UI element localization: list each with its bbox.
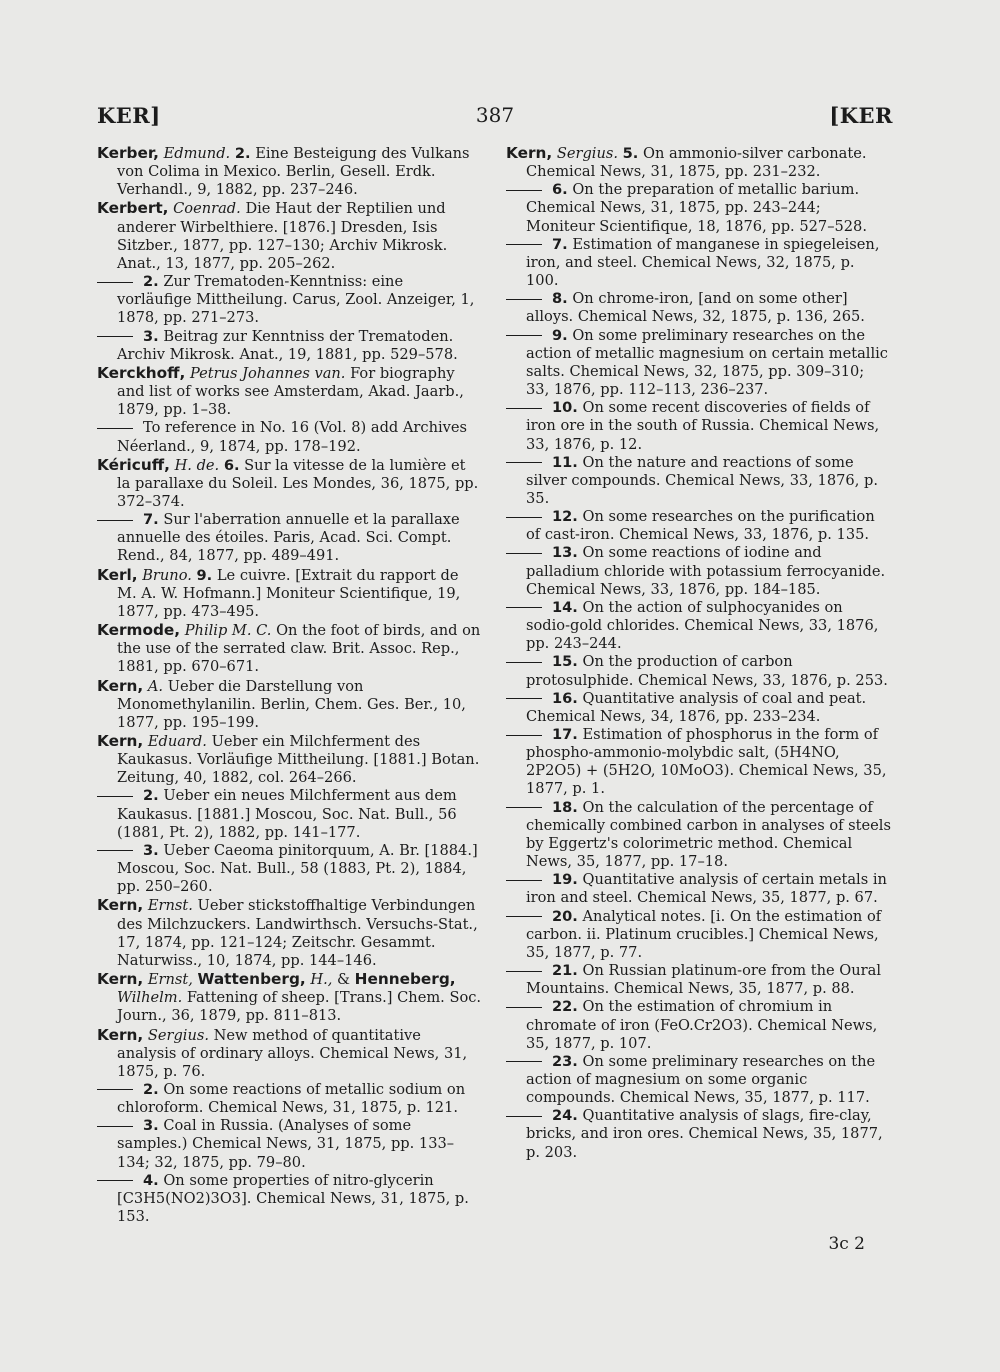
entry-number: 24.: [552, 1107, 578, 1125]
ditto-dash: [506, 1116, 542, 1117]
entry-text: On Russian platinum-ore from the Oural Mountains. Chemical News, 35, 1877, p. 88.: [526, 962, 882, 998]
entry-number: 3.: [143, 327, 159, 345]
ditto-dash: [506, 698, 542, 699]
author-surname: Kern,: [97, 732, 144, 750]
bibliography-entry: [97, 1172, 482, 1226]
ditto-dash: [97, 1126, 133, 1127]
bibliography-entry: [506, 236, 891, 290]
entry-number: 10.: [552, 399, 578, 417]
ditto-dash: [97, 282, 133, 283]
entry-text: Estimation of phosphorus in the form of phospho-ammonio-molybdic salt, (5H4NO, 2P2O5) + (5H2O, 10MoO3). Chemical News, 35, 1877, p. 1.: [526, 726, 887, 798]
entry-number: 16.: [552, 689, 578, 707]
author-forename: Eduard.: [147, 733, 207, 750]
author-surname: Kern,: [97, 896, 144, 915]
entry-number: 2.: [143, 273, 159, 291]
entry-text: Ueber Caeoma pinitorquum, A. Br. [1884.] Moscou, Soc. Nat. Bull., 58 (1883, Pt. 2), 1884, pp. 250–260.: [117, 841, 478, 896]
bibliography-entry: [506, 908, 891, 962]
ditto-dash: [506, 553, 542, 554]
author-forename: Coenrad.: [173, 200, 241, 218]
entry-number: 21.: [552, 962, 578, 980]
entry-text: On the preparation of metallic barium. Chemical News, 31, 1875, pp. 243–244; Moniteur Scientifique, 18, 1876, pp. 527–528.: [526, 181, 867, 235]
ditto-dash: [506, 916, 542, 917]
entry-number: 8.: [552, 290, 568, 308]
entry-text: On some reactions of iodine and palladium chloride with potassium ferrocyanide. Chemical News, 33, 1876, pp. 184–185.: [526, 544, 886, 598]
author-forename: Ernst,: [147, 971, 193, 989]
bibliography-entry: [506, 327, 891, 400]
bibliography-entry: [506, 1053, 891, 1107]
bibliography-entry: [97, 364, 482, 419]
entry-number: 3.: [143, 1117, 159, 1135]
author-forename: Bruno.: [142, 566, 192, 584]
bibliography-entry: [97, 621, 482, 676]
ditto-dash: [506, 190, 542, 191]
bibliography-entry: [506, 962, 891, 998]
entry-number: 7.: [143, 511, 159, 529]
entry-text: On chrome-iron, [and on some other] alloys. Chemical News, 32, 1875, p. 136, 265.: [526, 290, 865, 326]
author-surname: Kern,: [97, 970, 144, 989]
bibliography-entry: [506, 690, 891, 726]
bibliography-entry: [506, 653, 891, 689]
bibliography-entry: [506, 144, 891, 181]
entry-text: On some preliminary researches on the action of magnesium on some organic compounds. Chemical News, 35, 1877, p. 117.: [526, 1052, 876, 1107]
entry-number: 6.: [552, 181, 568, 199]
ditto-dash: [506, 462, 542, 463]
entry-number: 23.: [552, 1052, 578, 1070]
entry-text: Zur Trematoden-Kenntniss: eine vorläufige Mittheilung. Carus, Zool. Anzeiger, 1, 1878, pp. 271–273.: [117, 273, 475, 327]
ditto-dash: [506, 1061, 542, 1062]
ampersand: &: [337, 971, 350, 989]
entry-text: On the calculation of the percentage of chemically combined carbon in analyses of steels by Eggertz's colorimetric method. Chemical News, 35, 1877, pp. 17–18.: [526, 798, 891, 871]
bibliography-entry: [97, 456, 482, 511]
author-forename: H. de.: [174, 456, 220, 474]
entry-text: Estimation of manganese in spiegeleisen, iron, and steel. Chemical News, 32, 1875, p. 100.: [526, 235, 880, 290]
entry-text: For biography and list of works see Amsterdam, Akad. Jaarb., 1879, pp. 1–38.: [117, 364, 464, 419]
entry-text: New method of quantitative analysis of ordinary alloys. Chemical News, 31, 1875, p. 76.: [117, 1026, 468, 1080]
entry-number: 6.: [223, 456, 240, 474]
entry-number: 2.: [234, 145, 251, 162]
entry-number: 11.: [552, 453, 578, 471]
entry-number: 2.: [143, 1080, 159, 1098]
entry-text: To reference in No. 16 (Vol. 8) add Archives Néerland., 9, 1874, pp. 178–192.: [117, 419, 468, 455]
ditto-dash: [97, 520, 133, 521]
entry-number: 19.: [552, 871, 578, 889]
entry-text: On some reactions of metallic sodium on chloroform. Chemical News, 31, 1875, p. 121.: [117, 1080, 466, 1117]
bibliography-entry: [97, 328, 482, 364]
bibliography-entry: [97, 1081, 482, 1117]
entry-text: Ueber stickstoffhaltige Verbindungen des Milchzuckers. Landwirthsch. Versuchs-Stat., 17, 1874, pp. 121–124; Zeitschr. Gesammt. Naturwiss., 10, 1874, pp. 144–146.: [117, 897, 478, 969]
ditto-dash: [97, 428, 133, 429]
entry-text: On the foot of birds, and on the use of the serrated claw. Brit. Assoc. Rep., 1881, pp. 670–671.: [117, 622, 481, 676]
coauthor-surname: Henneberg,: [354, 970, 456, 989]
page-number: 387: [475, 103, 515, 127]
ditto-dash: [506, 408, 542, 409]
right-column: [506, 144, 891, 1162]
ditto-dash: [506, 735, 542, 736]
entry-text: Ueber die Darstellung von Monomethylanilin. Berlin, Chem. Ges. Ber., 10, 1877, pp. 195–199.: [117, 677, 466, 731]
bibliography-entry: [506, 599, 891, 653]
entry-number: 9.: [552, 326, 568, 344]
bibliography-entry: [97, 677, 482, 732]
bibliography-entry: [506, 998, 891, 1052]
entry-text: Quantitative analysis of certain metals in iron and steel. Chemical News, 35, 1877, p. 67.: [526, 871, 887, 907]
entry-number: 12.: [552, 508, 578, 526]
entry-text: Analytical notes. [i. On the estimation of carbon. ii. Platinum crucibles.] Chemical News, 35, 1877, p. 77.: [526, 907, 882, 961]
ditto-dash: [506, 662, 542, 663]
bibliography-entry: [97, 566, 482, 621]
author-forename: Edmund.: [163, 145, 231, 162]
author-surname: Kern,: [97, 1025, 144, 1044]
author-forename: Sergius.: [147, 1026, 210, 1044]
bibliography-entry: [97, 1026, 482, 1081]
entry-text: Ueber ein neues Milchferment aus dem Kaukasus. [1881.] Moscou, Soc. Nat. Bull., 56 (1881, Pt. 2), 1882, pp. 141–177.: [117, 787, 457, 841]
signature-mark: 3c 2: [828, 1234, 865, 1254]
entry-text: Beitrag zur Kenntniss der Trematoden. Archiv Mikrosk. Anat., 19, 1881, pp. 529–578.: [117, 327, 458, 363]
bibliography-entry: [97, 144, 482, 199]
ditto-dash: [97, 336, 133, 337]
entry-text: Coal in Russia. (Analyses of some samples.) Chemical News, 31, 1875, pp. 133–134; 32, 1875, pp. 79–80.: [117, 1117, 455, 1171]
entry-number: 14.: [552, 598, 578, 616]
entry-number: 2.: [143, 787, 159, 805]
entry-text: Quantitative analysis of slags, fire-clay, bricks, and iron ores. Chemical News, 35, 1877, p. 203.: [526, 1107, 883, 1161]
ditto-dash: [97, 850, 133, 851]
entry-text: Sur l'aberration annuelle et la parallaxe annuelle des étoiles. Paris, Acad. Sci. Compt. Rend., 84, 1877, pp. 489–491.: [117, 511, 460, 565]
header-right-keyword: [KER: [829, 103, 893, 128]
ditto-dash: [97, 1180, 133, 1181]
entry-text: Fattening of sheep. [Trans.] Chem. Soc. Journ., 36, 1879, pp. 811–813.: [117, 989, 482, 1025]
bibliography-entry: [506, 799, 891, 872]
entry-text: Sur la vitesse de la lumière et la parallaxe du Soleil. Les Mondes, 36, 1875, pp. 372–374.: [117, 456, 479, 510]
bibliography-entry: [506, 726, 891, 799]
entry-text: On the action of sulphocyanides on sodio-gold chlorides. Chemical News, 33, 1876, pp. 243–244.: [526, 598, 879, 653]
entry-number: 13.: [552, 544, 578, 562]
bibliography-entry: [506, 871, 891, 907]
author-forename: Ernst.: [147, 897, 193, 915]
ditto-dash: [97, 1089, 133, 1090]
entry-number: 17.: [552, 726, 578, 743]
entry-number: 9.: [196, 566, 213, 584]
entry-number: 15.: [552, 653, 578, 671]
ditto-dash: [506, 807, 542, 808]
author-forename: A.: [147, 677, 164, 695]
entry-number: 4.: [143, 1171, 159, 1189]
entry-number: 22.: [552, 998, 578, 1016]
entry-text: On the production of carbon protosulphide. Chemical News, 33, 1876, p. 253.: [526, 653, 888, 689]
entry-number: 5.: [622, 145, 639, 162]
entry-text: Le cuivre. [Extrait du rapport de M. A. W. Hofmann.] Moniteur Scientifique, 19, 1877, pp. 473–495.: [117, 566, 461, 620]
bibliography-entry: [506, 399, 891, 453]
author-surname: Kerckhoff,: [97, 363, 186, 382]
coauthor-forename: H.,: [310, 971, 333, 989]
entry-text: On some preliminary researches on the action of metallic magnesium on certain metallic salts. Chemical News, 32, 1875, pp. 309–310; 33, 1876, pp. 112–113, 236–237.: [526, 326, 888, 399]
author-forename: Petrus Johannes van.: [190, 364, 346, 382]
author-forename: Philip M. C.: [184, 622, 272, 640]
bibliography-entry: [97, 273, 482, 327]
author-forename: Sergius.: [556, 145, 619, 162]
author-surname: Kerl,: [97, 565, 138, 584]
bibliography-entry: [97, 419, 482, 455]
bibliography-entry: [506, 454, 891, 508]
ditto-dash: [506, 517, 542, 518]
author-surname: Kerber,: [97, 144, 159, 162]
coauthor-forename: Wilhelm.: [117, 989, 183, 1007]
left-column: [97, 144, 482, 1226]
coauthor-surname: Wattenberg,: [197, 970, 306, 989]
bibliography-entry: [97, 1117, 482, 1171]
page-header: [97, 103, 893, 133]
entry-text: Die Haut der Reptilien und anderer Wirbelthiere. [1876.] Dresden, Isis Sitzber., 1877, pp. 127–130; Archiv Mikrosk. Anat., 13, 1877, pp. 205–262.: [117, 200, 448, 272]
author-surname: Kéricuff,: [97, 455, 170, 474]
ditto-dash: [506, 335, 542, 336]
bibliography-entry: [506, 1107, 891, 1161]
entry-text: On ammonio-silver carbonate. Chemical News, 31, 1875, pp. 231–232.: [526, 145, 867, 181]
entry-text: Ueber ein Milchferment des Kaukasus. Vorläufige Mittheilung. [1881.] Botan. Zeitung, 40, 1882, col. 264–266.: [117, 733, 480, 787]
ditto-dash: [506, 1007, 542, 1008]
author-surname: Kermode,: [97, 621, 181, 640]
bibliography-entry: [506, 181, 891, 235]
bibliography-entry: [97, 842, 482, 896]
entry-number: 3.: [143, 841, 159, 859]
entry-text: On the estimation of chromium in chromate of iron (FeO.Cr2O3). Chemical News, 35, 1877, p. 107.: [526, 998, 878, 1052]
entry-number: 18.: [552, 798, 578, 816]
bibliography-entry: [97, 896, 482, 970]
entry-text: Quantitative analysis of coal and peat. Chemical News, 34, 1876, pp. 233–234.: [526, 689, 867, 725]
entry-text: On some recent discoveries of fields of iron ore in the south of Russia. Chemical News, 33, 1876, p. 12.: [526, 399, 880, 453]
ditto-dash: [506, 299, 542, 300]
bibliography-entry: [506, 544, 891, 598]
bibliography-entry: [506, 508, 891, 544]
entry-text: On some researches on the purification of cast-iron. Chemical News, 33, 1876, p. 135.: [526, 508, 875, 544]
entry-text: On some properties of nitro-glycerin [C3H5(NO2)3O3]. Chemical News, 31, 1875, p. 153.: [117, 1171, 469, 1226]
bibliography-entry: [97, 970, 482, 1025]
author-surname: Kern,: [97, 676, 144, 695]
author-surname: Kerbert,: [97, 199, 169, 218]
entry-text: On the nature and reactions of some silver compounds. Chemical News, 33, 1876, p. 35.: [526, 453, 878, 507]
ditto-dash: [506, 244, 542, 245]
ditto-dash: [97, 796, 133, 797]
bibliography-entry: [97, 732, 482, 787]
bibliography-entry: [506, 290, 891, 326]
header-left-keyword: KER]: [97, 103, 161, 128]
entry-number: 20.: [552, 907, 578, 925]
bibliography-entry: [97, 199, 482, 273]
entry-number: 7.: [552, 235, 568, 253]
ditto-dash: [506, 971, 542, 972]
author-surname: Kern,: [506, 144, 553, 162]
entry-text: Eine Besteigung des Vulkans von Colima in Mexico. Berlin, Gesell. Erdk. Verhandl., 9, 1882, pp. 237–246.: [117, 145, 470, 199]
bibliography-entry: [97, 787, 482, 841]
bibliography-entry: [97, 511, 482, 565]
ditto-dash: [506, 880, 542, 881]
ditto-dash: [506, 607, 542, 608]
